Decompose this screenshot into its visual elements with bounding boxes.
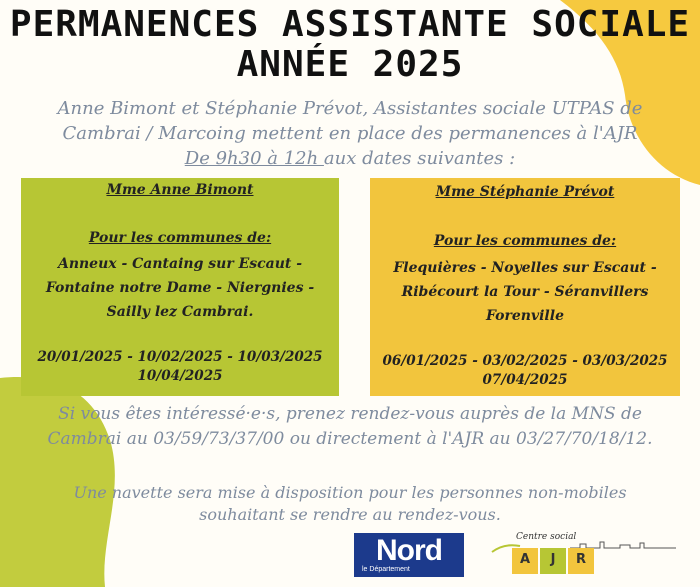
navette-line-2: souhaitant se rendre au rendez-vous. [199, 505, 501, 524]
dates-line: 07/04/2025 [482, 372, 568, 388]
ajr-caption: Centre social [516, 532, 577, 542]
intro-text [20, 96, 680, 171]
intro-line-3 [20, 146, 680, 171]
communes-label: Pour les communes de: [433, 233, 617, 249]
card-name: Mme Anne Bimont [106, 182, 254, 198]
dates-line: 20/01/2025 - 10/02/2025 - 10/03/2025 [37, 349, 323, 365]
navette-line-1: Une navette sera mise à disposition pour les personnes non-mobiles [73, 483, 627, 502]
nord-logo-subtitle: le Département [362, 566, 410, 573]
contact-text [20, 402, 680, 452]
communes-line: Sailly lez Cambrai. [106, 304, 254, 320]
dates-line: 10/04/2025 [137, 368, 223, 384]
communes-line: Ribécourt la Tour - Séranvillers [401, 284, 649, 300]
hours-text: De 9h30 à 12h [184, 148, 324, 169]
communes-line: Fontaine notre Dame - Niergnies - [45, 280, 315, 296]
ajr-centre-social-logo [490, 530, 680, 580]
communes-line: Flequières - Noyelles sur Escaut - [393, 260, 657, 276]
title-line-1: PERMANENCES ASSISTANTE SOCIALE [9, 4, 691, 45]
dates-list [25, 348, 335, 386]
title-line-2: ANNÉE 2025 [236, 44, 464, 85]
ajr-letter-j: J [540, 548, 566, 574]
navette-text [20, 482, 680, 526]
ajr-letter-a: A [512, 548, 538, 574]
nord-departement-logo [354, 533, 464, 577]
communes-line: Anneux - Cantaing sur Escaut - [57, 256, 303, 272]
intro-line-3-rest: aux dates suivantes : [323, 148, 516, 169]
card-name: Mme Stéphanie Prévot [435, 184, 615, 200]
contact-line-1: Si vous êtes intéressé·e·s, prenez rendez-vous auprès de la MNS de [58, 404, 642, 424]
intro-line-2: Cambrai / Marcoing mettent en place des permanences à l'AJR [62, 123, 638, 144]
communes-line: Forenville [486, 308, 564, 324]
dates-list [374, 352, 676, 390]
nord-logo-word: Nord [376, 534, 442, 567]
communes-list [29, 252, 331, 324]
card-anne-bimont [21, 178, 339, 396]
dates-line: 06/01/2025 - 03/02/2025 - 03/03/2025 [382, 353, 668, 369]
card-stephanie-prevot [370, 178, 680, 396]
intro-line-1: Anne Bimont et Stéphanie Prévot, Assistantes sociale UTPAS de [57, 98, 643, 119]
ajr-letter-r: R [568, 548, 594, 574]
communes-list [378, 256, 672, 328]
contact-line-2: Cambrai au 03/59/73/37/00 ou directement à l'AJR au 03/27/70/18/12. [47, 429, 653, 449]
communes-label: Pour les communes de: [88, 230, 272, 246]
